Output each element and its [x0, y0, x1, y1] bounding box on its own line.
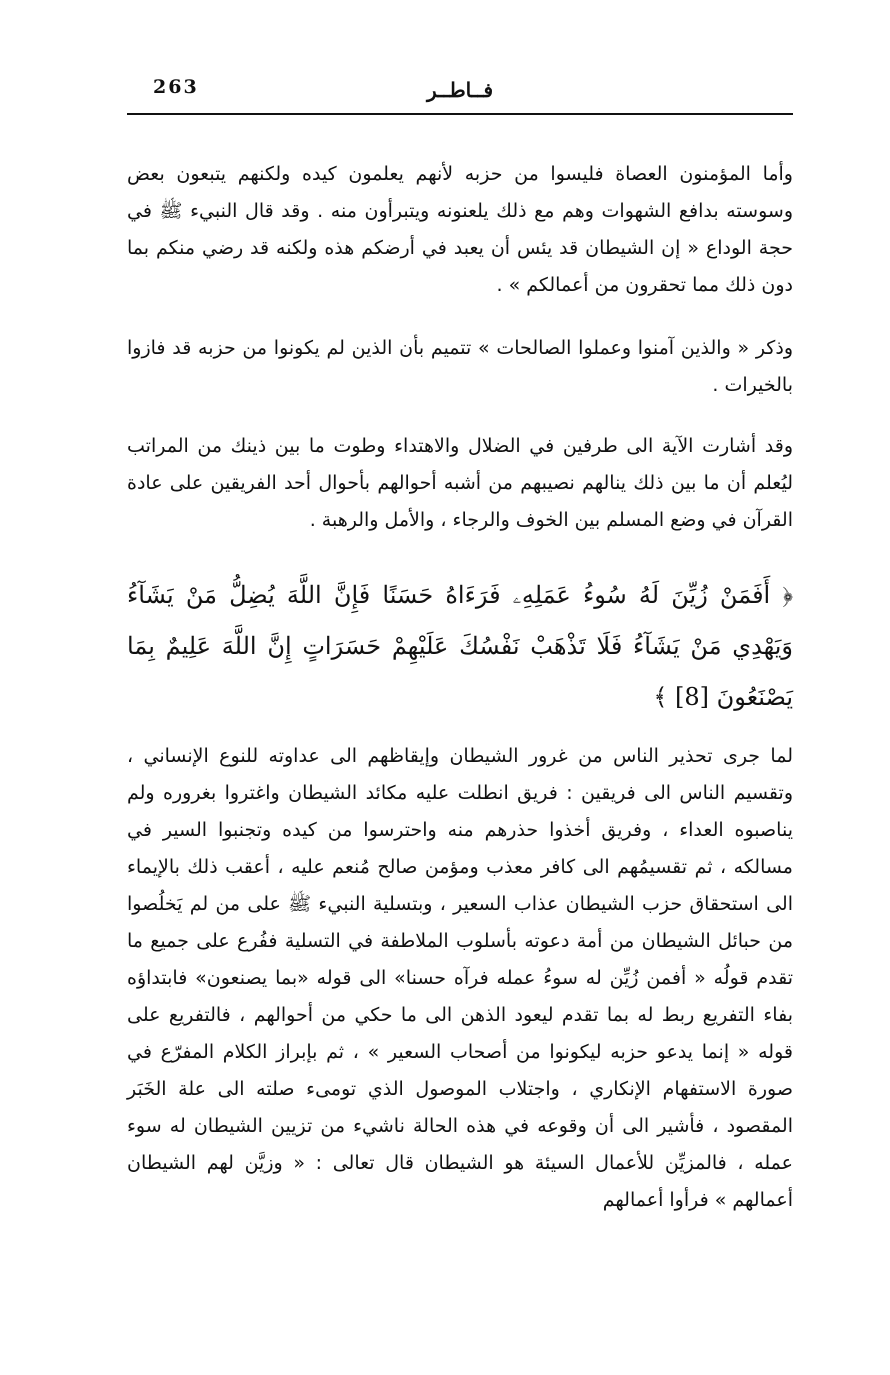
page-number: 263 — [153, 76, 199, 98]
paragraph-2: وذكر « والذين آمنوا وعملوا الصالحات » تتميم بأن الذين لم يكونوا من حزبه قد فازوا بالخيرات . — [127, 337, 793, 396]
running-title: فــاطــر — [426, 78, 494, 102]
page-header — [127, 74, 793, 112]
quran-verse: ﴿ أَفَمَنْ زُيِّنَ لَهُ سُوءُ عَمَلِهِۦ فَرَءَاهُ حَسَنًا فَإِنَّ اللَّهَ يُضِلُّ مَنْ يَشَآءُ وَيَهْدِي مَنْ يَشَآءُ فَلَا تَذْهَبْ نَفْسُكَ عَلَيْهِمْ حَسَرَاتٍ إِنَّ اللَّهَ عَلِيمٌ بِمَا يَصْنَعُونَ [8] ﴾ — [127, 581, 794, 711]
paragraph-1: وأما المؤمنون العصاة فليسوا من حزبه لأنهم يعلمون كيده ولكنهم يتبعون بعض وسوسته بدافع الشهوات وهم مع ذلك يلعنونه ويتبرأون منه . وقد قال النبيء ﷺ في حجة الوداع « إن الشيطان قد يئس أن يعبد في أرضكم هذه ولكنه قد رضي منكم بما دون ذلك مما تحقرون من أعمالكم » . — [127, 163, 793, 296]
header-rule — [127, 113, 793, 115]
paragraph-3: وقد أشارت الآية الى طرفين في الضلال والاهتداء وطوت ما بين ذينك من المراتب ليُعلم أن ما بين ذلك ينالهم نصيبهم من أشبه أحوالهم بأحوال أحد الفريقين على عادة القرآن في وضع المسلم بين الخوف والرجاء ، والأمل والرهبة . — [127, 435, 793, 531]
paragraph-5: لما جرى تحذير الناس من غرور الشيطان وإيقاظهم الى عداوته للنوع الإنساني ، وتقسيم الناس الى فريقين : فريق انطلت عليه مكائد الشيطان واغتروا بغروره ولم يناصبوه العداء ، وفريق أخذوا حذرهم منه واحترسوا من كيده وتجنبوا السير في مسالكه ، ثم تقسيمُهم الى كافر معذب ومؤمن صالح مُنعم عليه ، أعقب ذلك بالإيماء الى استحقاق حزب الشيطان عذاب السعير ، وبتسلية النبيء ﷺ على من لم يَخلُصوا من حبائل الشيطان من أمة دعوته بأسلوب الملاطفة في التسلية ففُرع على جميع ما تقدم قولُه « أفمن زُيِّن له سوءُ عمله فرآه حسنا» الى قوله «بما يصنعون» فابتداؤه بفاء التفريع ربط له بما تقدم ليعود الذهن الى ما حكي من أحوالهم ، فالتفريع على قوله « إنما يدعو حزبه ليكونوا من أصحاب السعير » ، ثم بإبراز الكلام المفرّع في صورة الاستفهام الإنكاري ، واجتلاب الموصول الذي تومىء صلته الى علة الخَبَر المقصود ، فأشير الى أن وقوعه في هذه الحالة ناشيء من تزيين الشيطان له سوء عمله ، فالمزيِّن للأعمال السيئة هو الشيطان قال تعالى : « وزيَّن لهم الشيطان أعمالهم » فرأوا أعمالهم — [127, 745, 793, 1211]
